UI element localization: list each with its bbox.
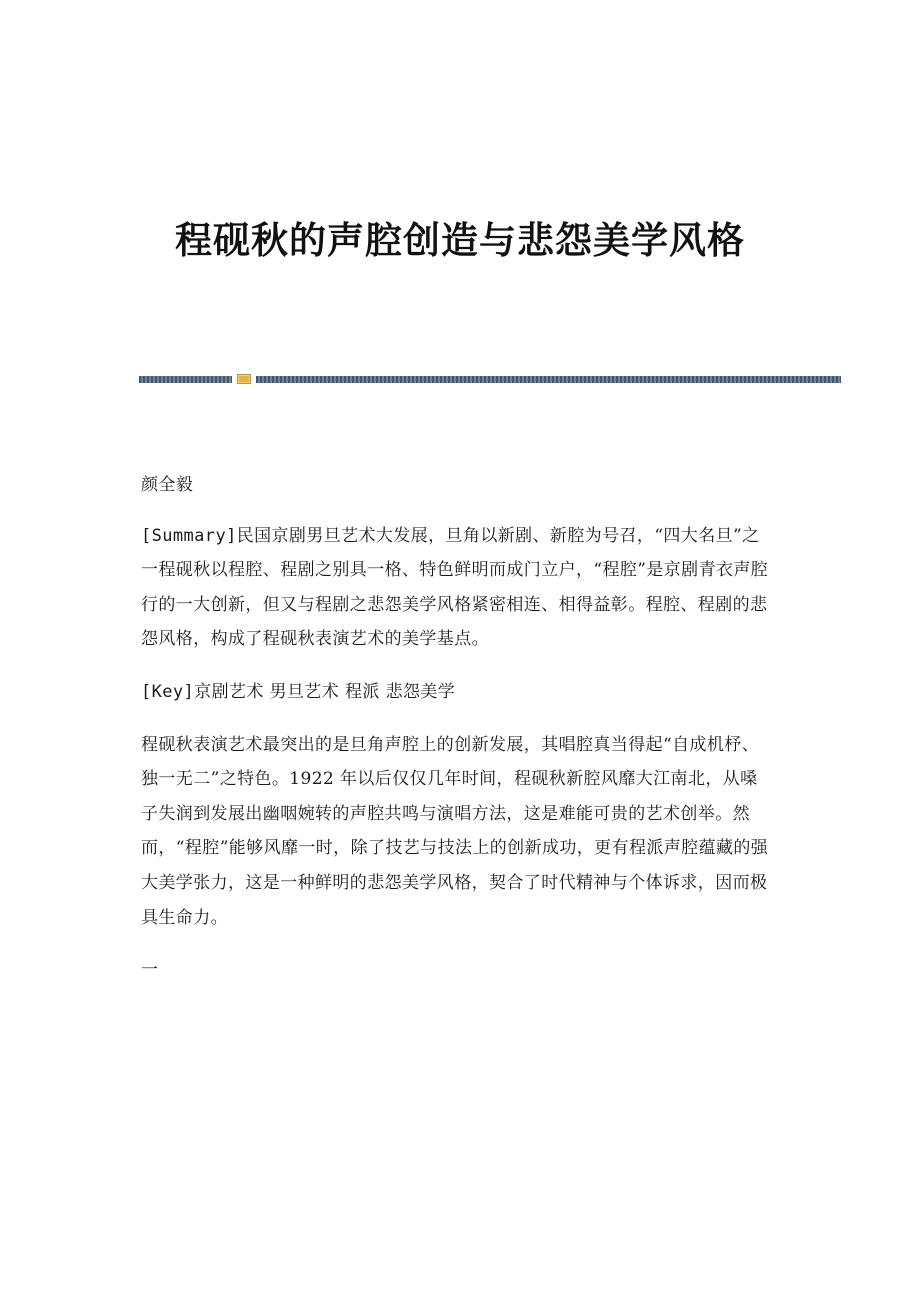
divider-bar-left xyxy=(139,376,232,383)
body-paragraph: 程砚秋表演艺术最突出的是旦角声腔上的创新发展，其唱腔真当得起“自成机杼、独一无二”之特色。1922 年以后仅仅几年时间，程砚秋新腔风靡大江南北，从嗓子失润到发展出幽咽婉转的声腔共鸣与演唱方法，这是难能可贵的艺术创举。然而，“程腔”能够风靡一时，除了技艺与技法上的创新成功，更有程派声腔蕴藏的强大美学张力，这是一种鲜明的悲怨美学风格，契合了时代精神与个体诉求，因而极具生命力。 xyxy=(141,734,769,928)
keywords-text: 京剧艺术 男旦艺术 程派 悲怨美学 xyxy=(194,681,456,702)
summary-paragraph xyxy=(141,519,773,657)
divider-emblem-icon xyxy=(237,374,251,384)
section-number: 一 xyxy=(141,960,159,981)
divider-bar-right xyxy=(256,376,841,383)
document-body xyxy=(141,468,773,1006)
summary-tag: [Summary] xyxy=(141,525,237,546)
keywords-paragraph xyxy=(141,675,773,710)
summary-text: 民国京剧男旦艺术大发展，旦角以新剧、新腔为号召，“四大名旦”之一程砚秋以程腔、程剧之别具一格、特色鲜明而成门立户，“程腔”是京剧青衣声腔行的一大创新，但又与程剧之悲怨美学风格紧密相连、相得益彰。程腔、程剧的悲怨风格，构成了程砚秋表演艺术的美学基点。 xyxy=(141,525,769,650)
title-divider xyxy=(139,374,841,384)
keywords-tag: [Key] xyxy=(141,681,195,702)
document-title: 程砚秋的声腔创造与悲怨美学风格 xyxy=(175,218,745,262)
author-name: 颜全毅 xyxy=(141,475,194,495)
